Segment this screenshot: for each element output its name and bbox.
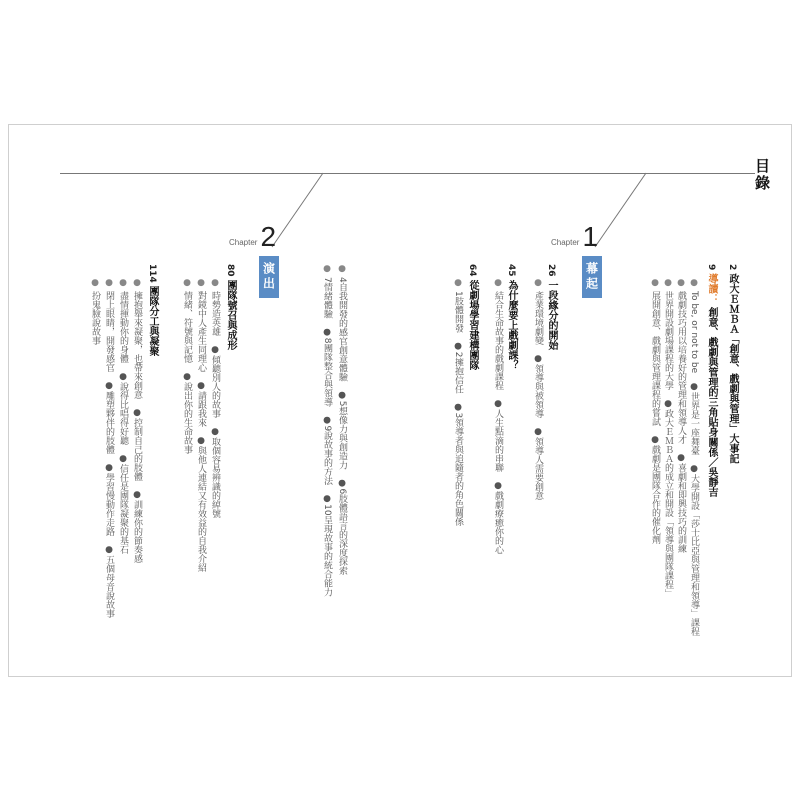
toc-entry[interactable] <box>545 264 557 350</box>
subitem: 結合生命故事的戲劇課程 ●人生點滴的串聯 ●戲劇療癒你的心 <box>493 291 503 554</box>
toc-subitems: ●4自我開發的感官創意體驗 ●5想像力與創造力 ●6肢體語言的深度探索 <box>337 264 347 576</box>
toc-entry[interactable] <box>505 264 517 370</box>
toc-subitems: ●展開創意、戲劇與管理課程的嘗試 ●戲劇是團隊合作的催化劑 <box>650 278 660 544</box>
page-number: 80 <box>225 264 235 277</box>
entry-title: 為什麼要上戲劇課？ <box>506 280 517 371</box>
toc-subitems: ●盡情揮動你的身體 ●說得比唱得好聽 ●信任是團隊凝聚的基石 <box>118 278 128 554</box>
chapter-1-heading <box>551 221 599 252</box>
chapter-2-heading <box>229 221 277 252</box>
chapter-1-connector <box>595 173 646 247</box>
toc-subitems: ●情緒、符號與記憶 ●說出你的生命故事 <box>182 278 192 454</box>
subitem: 產業環境劇變 ●領導與被領導 ●領導人需要創意 <box>533 291 543 500</box>
subitem: 對鏡中人產生同理心 ●請跟我來 ●與他人連結又有效益的自我介紹 <box>196 291 206 572</box>
entry-title: 從劇場學習建構團隊 <box>467 280 478 371</box>
toc-entry[interactable] <box>224 264 236 350</box>
subitem: To be, or not to be ●世界是一座舞臺 ●大學開設「莎士比亞與管理和領導」課程 <box>689 291 699 637</box>
subitem: 情緒、符號與記憶 ●說出你的生命故事 <box>182 291 192 454</box>
entry-title: 創意、戲劇與管理的三角貼身關係／吳靜吉 <box>706 307 717 498</box>
entry-title: 一段緣分的開始 <box>546 280 557 351</box>
chapter-number: 2 <box>260 221 277 252</box>
subitem: 7情緒體驗 ●8團隊整合與領導 ●9說故事的方法 ●10呈現故事的統合能力 <box>322 277 332 597</box>
toc-subitems: ●1肢體開發 ●2擁抱信任 ●3領導者與追隨者的角色關係 <box>453 278 463 527</box>
chapter-number: 1 <box>582 221 599 252</box>
toc-subitems: ●時勢造英雄 ●傾聽別人的故事 ●取個容易辨識的綽號 <box>210 278 220 518</box>
toc-subitems: ●扮鬼臉說故事 <box>90 278 100 345</box>
toc-subitems: ●擁抱舉來凝聚，也帶來創意 ●控制自己的肢體 ●訓練你的節奏感 <box>132 278 142 563</box>
entry-prefix: 導讀： <box>706 273 717 304</box>
page-title: 目錄 <box>753 158 771 192</box>
subitem: 扮鬼臉說故事 <box>90 291 100 345</box>
chapter-label: Chapter <box>229 238 258 247</box>
subitem: 時勢造英雄 ●傾聽別人的故事 ●取個容易辨識的綽號 <box>210 291 220 518</box>
toc-entry[interactable] <box>466 264 478 370</box>
toc-subitems: ●世界開設劇場課程的大學 ●政大ＥＭＢＡ的成立和開設「領導與團隊課程」 <box>663 278 673 598</box>
chapter-2-tab: 演出 <box>259 256 279 298</box>
toc-entry[interactable] <box>705 264 717 497</box>
subitem: 世界開設劇場課程的大學 ●政大ＥＭＢＡ的成立和開設「領導與團隊課程」 <box>663 291 673 598</box>
toc-subitems: ●對鏡中人產生同理心 ●請跟我來 ●與他人連結又有效益的自我介紹 <box>196 278 206 572</box>
subitem: 盡情揮動你的身體 ●說得比唱得好聽 ●信任是團隊凝聚的基石 <box>118 291 128 554</box>
page-number: 2 <box>727 264 737 271</box>
subitem: 展開創意、戲劇與管理課程的嘗試 ●戲劇是團隊合作的催化劑 <box>650 291 660 544</box>
entry-title: 政大ＥＭＢＡ「創意、戲劇與管理」大事記 <box>727 273 738 464</box>
entry-title: 團隊分工與凝聚 <box>147 286 158 357</box>
page-number: 64 <box>467 264 477 277</box>
subitem: 4自我開發的感官創意體驗 ●5想像力與創造力 ●6肢體語言的深度探索 <box>337 277 347 576</box>
page-number: 9 <box>706 264 716 271</box>
chapter-1-tab: 幕起 <box>582 256 602 298</box>
toc-subitems: ●產業環境劇變 ●領導與被領導 ●領導人需要創意 <box>533 278 543 500</box>
toc-entry[interactable] <box>146 264 158 356</box>
chapter-2-connector <box>272 173 323 247</box>
toc-subitems: ●閉上眼睛，開發感官 ●雕塑夥伴的肢體 ●學習慢動作走路 ●五個母音說故事 <box>104 278 114 618</box>
subitem: 1肢體開發 ●2擁抱信任 ●3領導者與追隨者的角色關係 <box>453 291 463 527</box>
subitem: 擁抱舉來凝聚，也帶來創意 ●控制自己的肢體 ●訓練你的節奏感 <box>132 291 142 563</box>
toc-subitems: ●戲劇技巧用以培養好的管理和領導人才 ●喜劇和即興技巧的訓練 <box>676 278 686 553</box>
toc-subitems: ●結合生命故事的戲劇課程 ●人生點滴的串聯 ●戲劇療癒你的心 <box>493 278 503 554</box>
page-number: 26 <box>546 264 556 277</box>
toc-entry[interactable] <box>726 264 738 464</box>
toc-subitems: ●7情緒體驗 ●8團隊整合與領導 ●9說故事的方法 ●10呈現故事的統合能力 <box>322 264 332 597</box>
subitem: 戲劇技巧用以培養好的管理和領導人才 ●喜劇和即興技巧的訓練 <box>676 291 686 553</box>
page-number: 45 <box>506 264 516 277</box>
page-number: 114 <box>147 264 157 283</box>
chapter-label: Chapter <box>551 238 580 247</box>
toc-subitems: ●To be, or not to be ●世界是一座舞臺 ●大學開設「莎士比亞與管理和領導」課程 <box>689 278 699 637</box>
subitem: 閉上眼睛，開發感官 ●雕塑夥伴的肢體 ●學習慢動作走路 ●五個母音說故事 <box>104 291 114 618</box>
entry-title: 團隊號召與成形 <box>225 280 236 351</box>
